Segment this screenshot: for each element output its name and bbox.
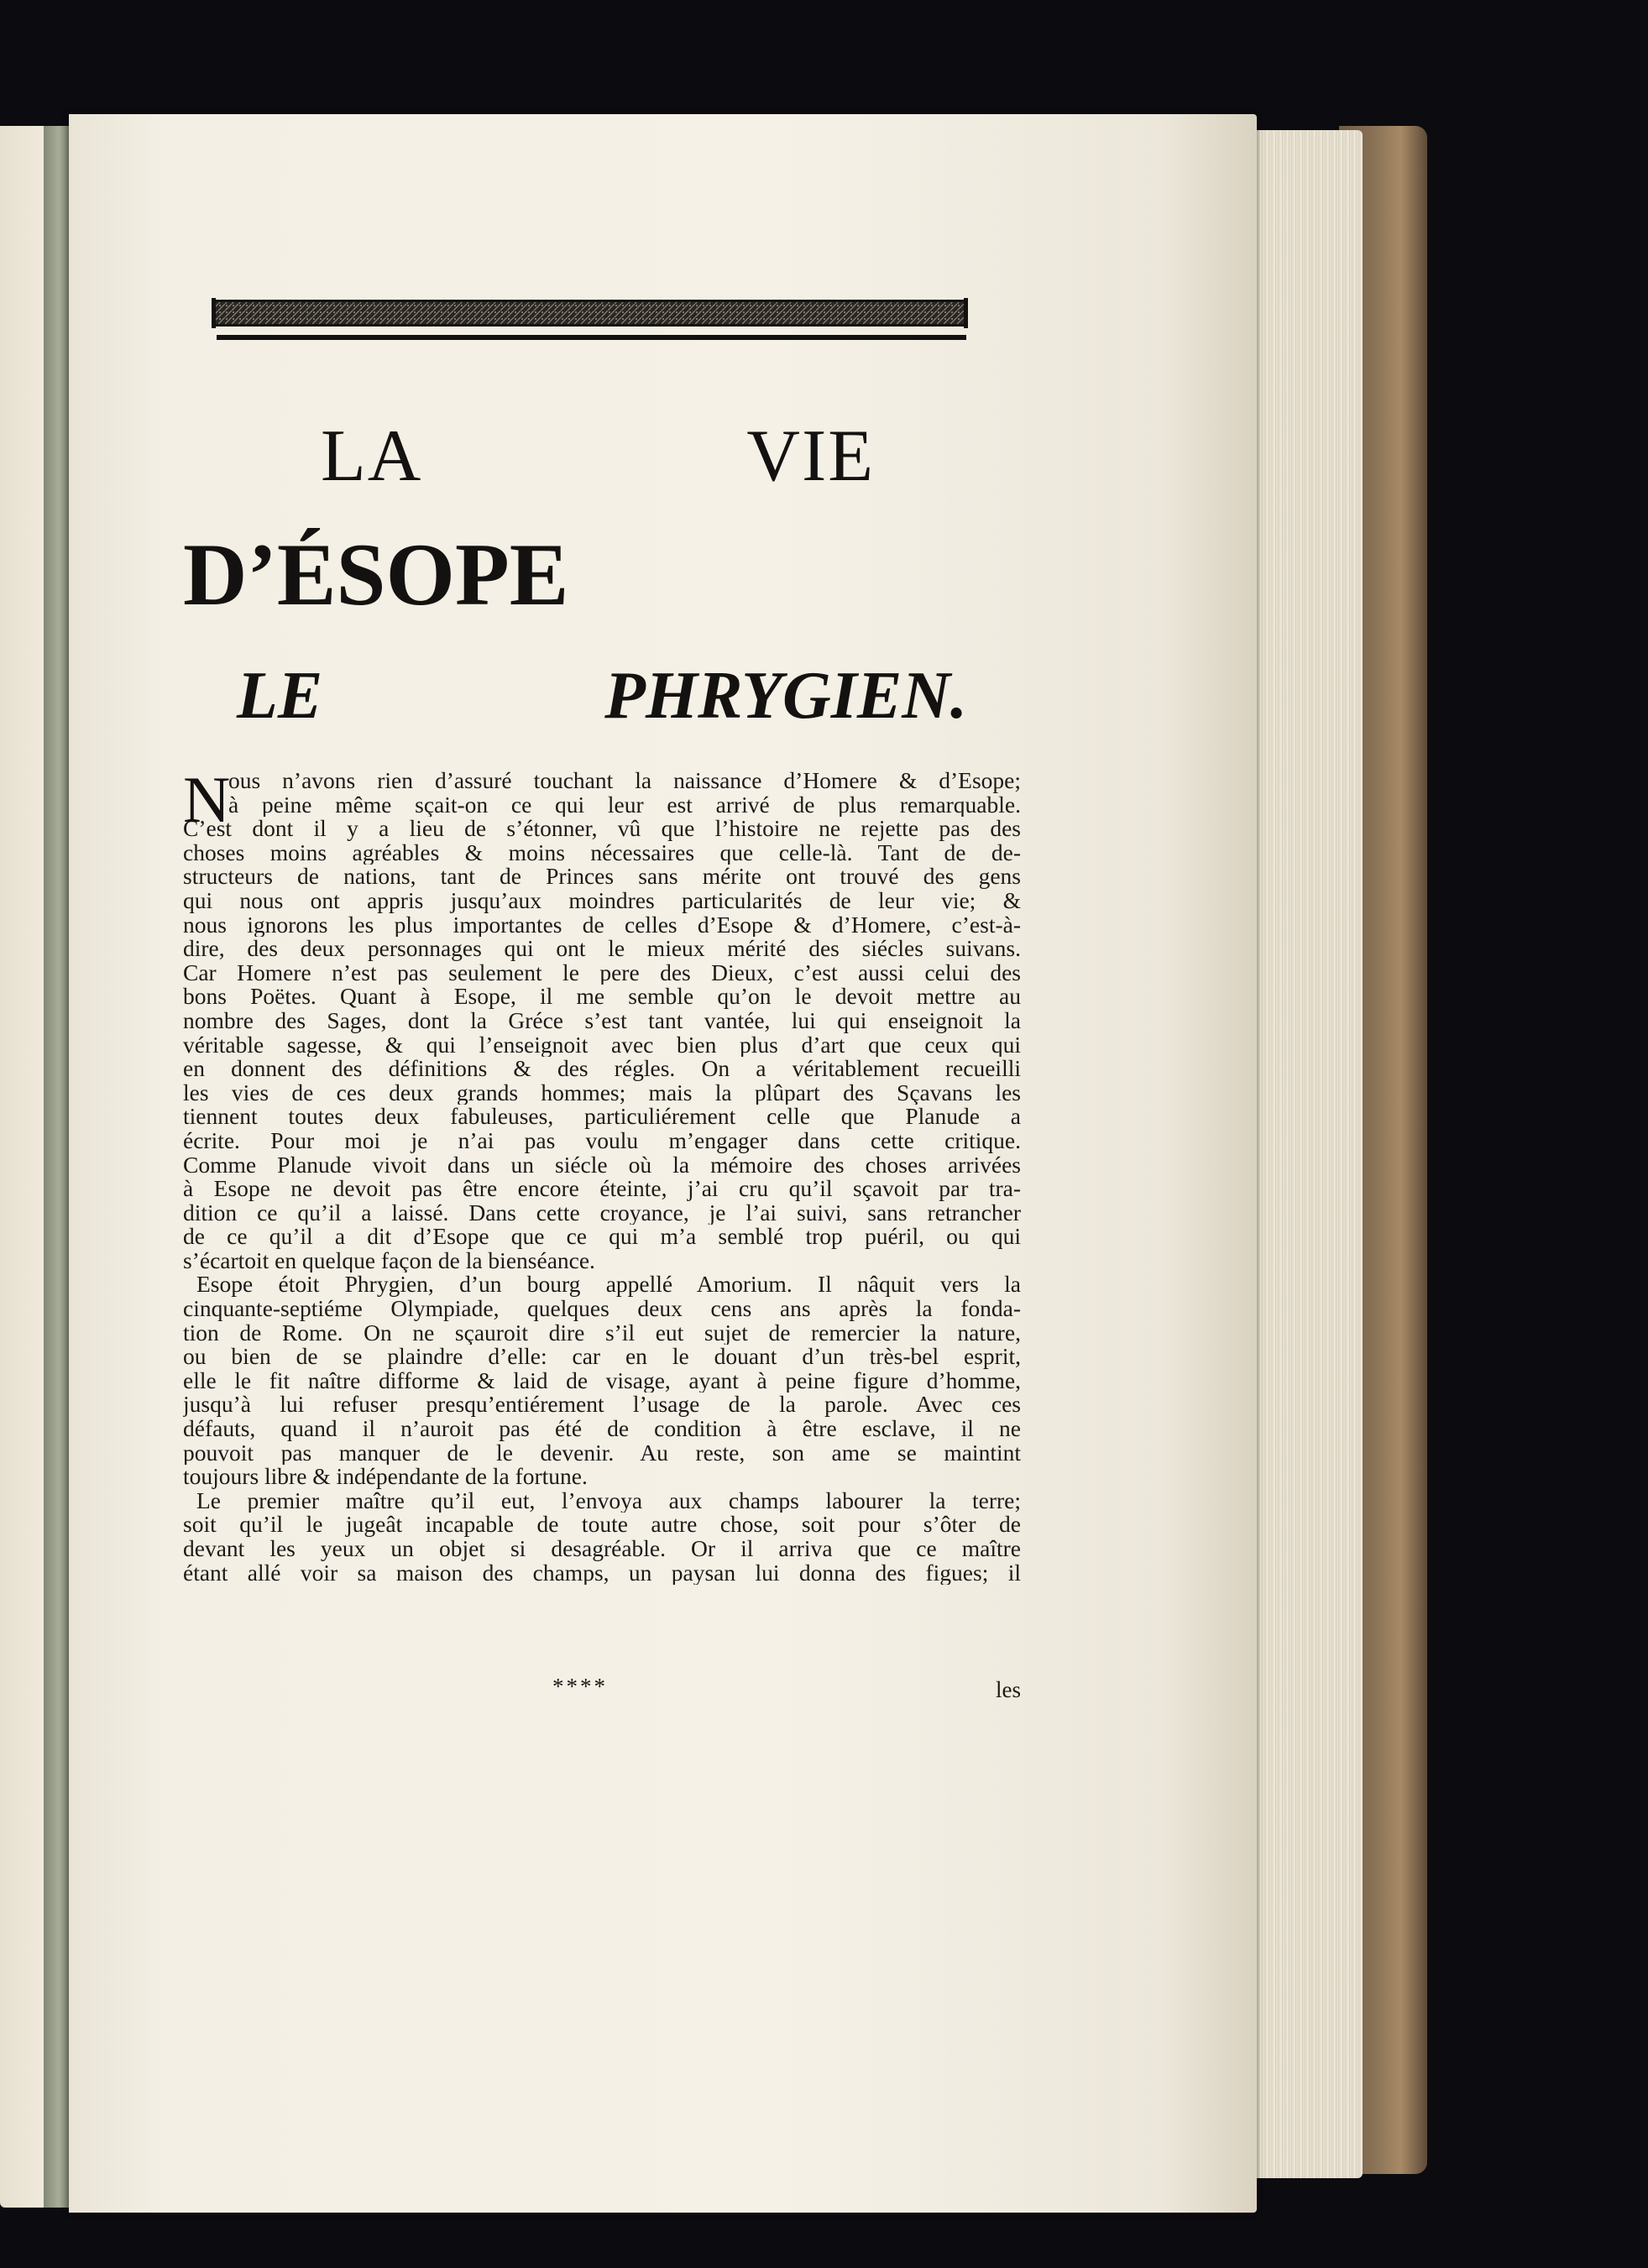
- page-footer: [183, 1674, 1021, 1704]
- text-line: qui nous ont appris jusqu’aux moindres particularités de leur vie; &: [183, 888, 1021, 913]
- text-line: tion de Rome. On ne sçauroit dire s’il eut sujet de remercier la nature,: [183, 1320, 1021, 1346]
- text-line: Esope étoit Phrygien, d’un bourg appellé Amorium. Il nâquit vers la: [196, 1272, 1021, 1298]
- body-text: [183, 763, 1021, 1586]
- page-stack-edge: [1249, 130, 1363, 2178]
- text-line: pouvoit pas manquer de le devenir. Au reste, son ame se maintint: [183, 1440, 1021, 1466]
- title-line-1: LA VIE: [321, 415, 875, 497]
- text-line: cinquante-septiéme Olympiade, quelques deux cens ans après la fonda-: [183, 1297, 1021, 1321]
- text-line: elle le fit naître difforme & laid de visage, ayant à peine figure d’homme,: [183, 1368, 1021, 1393]
- drop-cap: N: [183, 763, 231, 836]
- catchword: les: [996, 1677, 1021, 1702]
- ornament-band: [215, 301, 965, 325]
- text-line: s’écartoit en quelque façon de la bienséance.: [183, 1248, 595, 1273]
- text-line: de ce qu’il a dit d’Esope que ce qui m’a semblé trop puéril, ou qui: [183, 1225, 1021, 1249]
- text-line: devant les yeux un objet si desagréable. Or il arriva que ce maître: [183, 1537, 1021, 1561]
- text-line: défauts, quand il n’auroit pas été de condition à être esclave, il ne: [183, 1417, 1021, 1441]
- text-line: ous n’avons rien d’assuré touchant la naissance d’Homere & d’Esope;: [228, 769, 1021, 793]
- text-line: dire, des deux personnages qui ont le mieux mérité des siécles suivans.: [183, 937, 1021, 961]
- text-line: jusqu’à lui refuser presqu’entiérement l’usage de la parole. Avec ces: [183, 1393, 1021, 1418]
- text-line: Le premier maître qu’il eut, l’envoya aux champs labourer la terre;: [196, 1488, 1021, 1513]
- text-line: ou bien de se plaindre d’elle: car en le douant d’un très-bel esprit,: [183, 1345, 1021, 1369]
- text-line: dition ce qu’il a laissé. Dans cette croyance, je l’ai suivi, sans retrancher: [183, 1200, 1021, 1225]
- text-line: structeurs de nations, tant de Princes sans mérite ont trouvé des gens: [183, 865, 1021, 889]
- text-line: toujours libre & indépendante de la fortune.: [183, 1465, 588, 1489]
- text-line: nombre des Sages, dont la Gréce s’est tant vantée, lui qui enseignoit la: [183, 1008, 1021, 1033]
- text-line: à peine même sçait-on ce qui leur est arrivé de plus remarquable.: [228, 792, 1021, 818]
- text-line: nous ignorons les plus importantes de celles d’Esope & d’Homere, c’est-à-: [183, 912, 1021, 938]
- text-line: écrite. Pour moi je n’ai pas voulu m’engager dans cette critique.: [183, 1128, 1021, 1153]
- title-line-2: D’ÉSOPE: [183, 525, 569, 624]
- text-line: étant allé voir sa maison des champs, un paysan lui donna des figues; il: [183, 1560, 1021, 1586]
- text-line: les vies de ces deux grands hommes; mais la plûpart des Sçavans les: [183, 1080, 1021, 1105]
- ornamental-header-rule: [144, 183, 986, 347]
- text-line: soit qu’il le jugeât incapable de toute autre chose, soit pour s’ôter de: [183, 1513, 1021, 1537]
- text-line: bons Poëtes. Quant à Esope, il me semble qu’on le devoit mettre au: [183, 985, 1021, 1009]
- text-line: tiennent toutes deux fabuleuses, particuliérement celle que Planude a: [183, 1105, 1021, 1129]
- text-line: Car Homere n’est pas seulement le pere des Dieux, c’est aussi celui des: [183, 960, 1021, 985]
- text-line: à Esope ne devoit pas être encore éteinte, j’ai cru qu’il sçavoit par tra-: [183, 1177, 1021, 1201]
- ornament-rule: [217, 335, 966, 340]
- signature-mark: ****: [552, 1674, 608, 1699]
- text-line: Comme Planude vivoit dans un siécle où la mémoire des choses arrivées: [183, 1152, 1021, 1178]
- text-line: C’est dont il y a lieu de s’étonner, vû que l’histoire ne rejette pas des: [183, 817, 1021, 841]
- text-line: choses moins agréables & moins nécessaires que celle-là. Tant de de-: [183, 840, 1021, 865]
- title-line-3: LE PHRYGIEN.: [237, 659, 967, 733]
- text-line: véritable sagesse, & qui l’enseignoit avec bien plus d’art que ceux qui: [183, 1032, 1021, 1058]
- text-line: en donnent des définitions & des régles. On a véritablement recueilli: [183, 1057, 1021, 1081]
